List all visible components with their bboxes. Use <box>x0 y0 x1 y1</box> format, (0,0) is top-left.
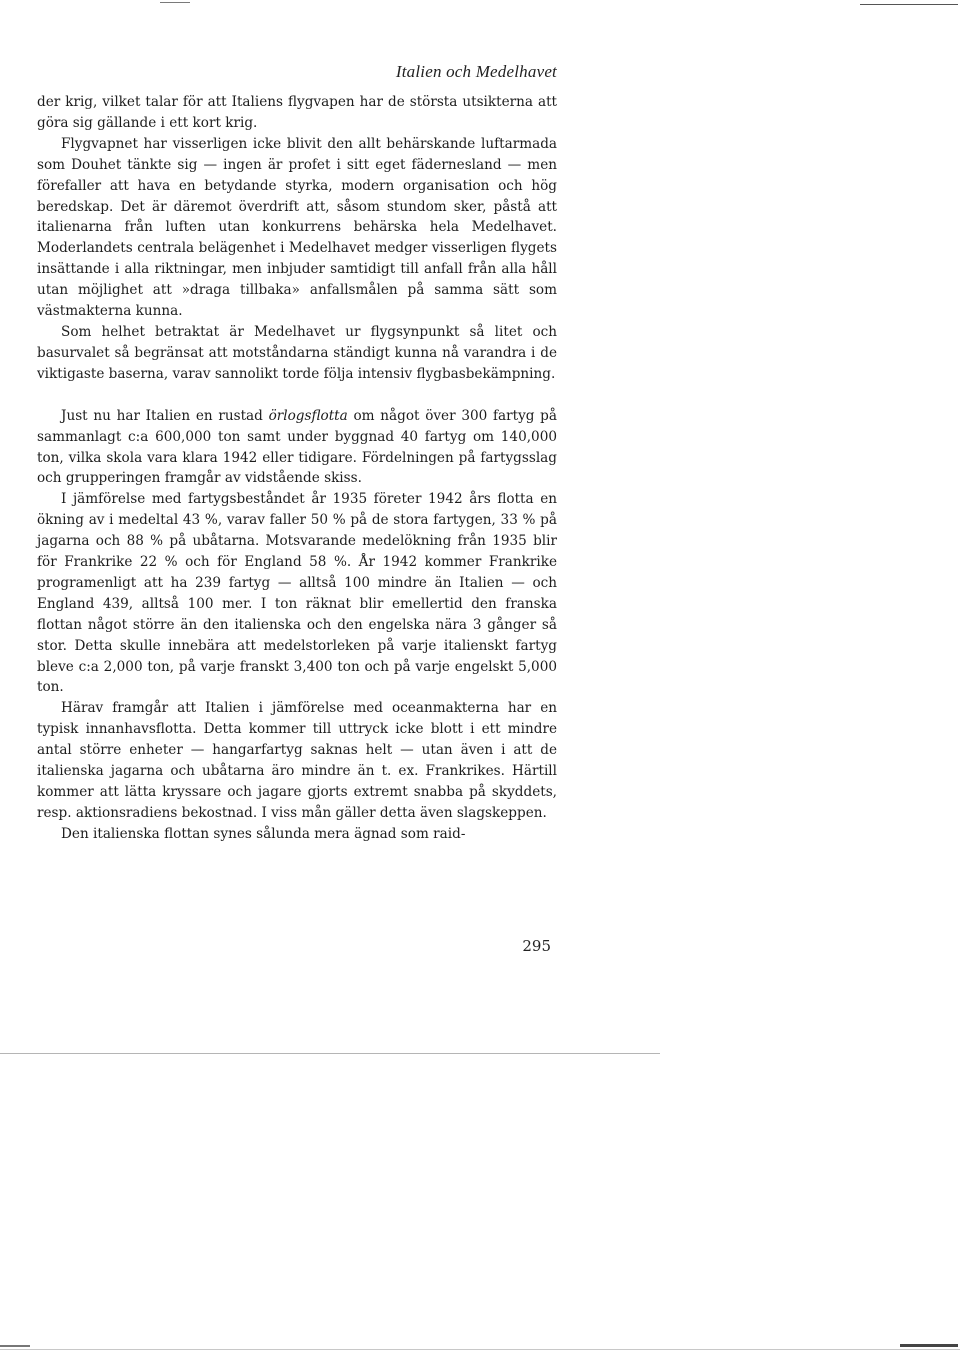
document-page <box>37 0 557 1355</box>
paragraph-4-end: om något över 300 fartyg på sammanlagt c:a 600,000 ton samt under byggnad 40 fartyg om 140,000 ton, vilka skola vara klara 1942 eller tidigare. Fördelningen på fartygsslag och grupperingen framgår av vidstående skiss. <box>37 407 557 487</box>
paragraph-3: Som helhet betraktat är Medelhavet ur flygsynpunkt så litet och basurvalet så begränsat att motståndarna ständigt kunna nå varandra i de viktigaste baserna, varav sannolikt torde följa intensiv flygbasbekämpning. <box>37 323 557 382</box>
page-number: 295 <box>522 937 551 955</box>
paragraph-7: Den italienska flottan synes sålunda mera ägnad som raid- <box>61 825 466 842</box>
paragraph-2: Flygvapnet har visserligen icke blivit den allt behärskande luftarmada som Douhet tänkte sig — ingen är profet i sitt eget fädernesland — men förefaller att hava en betydande styrka, modern organisation och hög beredskap. Det är däremot överdrift att, såsom stundom sker, påstå att italienarna från luften utan konkurrens behärska hela Medelhavet. Moderlandets centrala belägenhet i Medelhavet medger visserligen flygets insättande i alla riktningar, men inbjuder samtidigt till anfall från alla håll utan möjlighet att »draga tillbaka» anfallsmålen på samma sätt som västmakterna kunna. <box>37 135 557 320</box>
paragraph-6: Härav framgår att Italien i jämförelse med oceanmakterna har en typisk innanhavsflotta. Detta kommer till uttryck icke blott i ett mindre antal större enheter — hangarfartyg saknas helt — utan även i att de italienska jagarna och ubåtarna äro mindre än t. ex. Frankrikes. Härtill kommer att lätta kryssare och jagare gjorts extremt snabba på skyddets, resp. aktionsradiens bekostnad. I viss mån gäller detta även slagskeppen. <box>37 700 557 821</box>
running-head: Italien och Medelhavet <box>395 62 557 81</box>
paragraph-4-start: Just nu har Italien en rustad <box>61 407 269 424</box>
scan-mark-bottom-left <box>0 1345 30 1347</box>
paragraph-4-emphasis: örlogsflotta <box>268 407 348 424</box>
scan-mark-bottom-right <box>900 1344 958 1347</box>
paragraph-1: der krig, vilket talar för att Italiens flygvapen har de största utsikterna att göra sig gällande i ett kort krig. <box>37 94 557 131</box>
body-text <box>37 92 557 845</box>
scan-edge-top-right <box>860 4 958 5</box>
paragraph-5: I jämförelse med fartygsbeståndet år 1935 företer 1942 års flotta en ökning av i medeltal 43 %, varav faller 50 % på de stora fartygen, 33 % på jagarna och 88 % på ubåtarna. Motsvarande medelökning från 1935 blir för Frankrike 22 % och för England 58 %. År 1942 kommer Frankrike programenligt att ha 239 fartyg — alltså 100 mindre än Italien — och England 439, alltså 100 mer. I ton räknat blir emellertid den franska flottan något större än den italienska och den engelska nära 3 gånger så stor. Detta skulle innebära att medelstorleken på varje italienskt fartyg bleve c:a 2,000 ton, på varje franskt 3,400 ton och på varje engelskt 5,000 ton. <box>37 491 557 696</box>
paragraph-4 <box>37 406 557 490</box>
section-gap <box>37 385 557 406</box>
